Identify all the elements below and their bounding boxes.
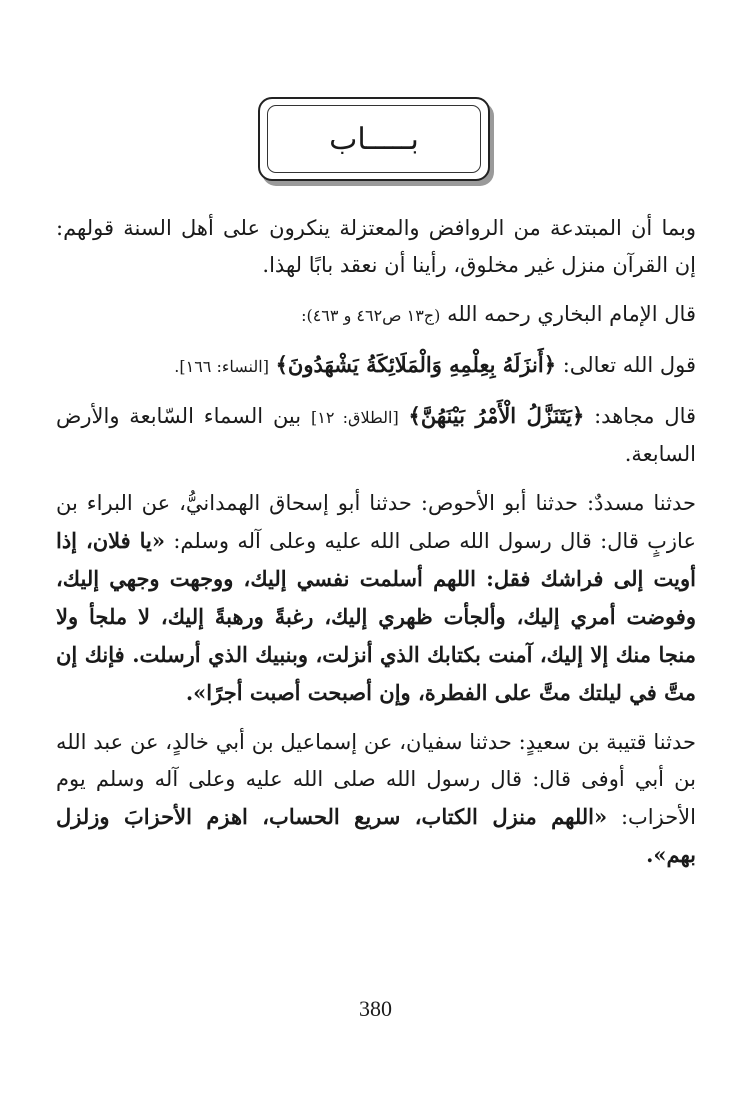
page-number: 380 <box>359 996 392 1021</box>
verse1-paragraph <box>56 346 696 385</box>
hadith2-isnad: حدثنا قتيبة بن سعيدٍ: حدثنا سفيان، عن إسماعيل بن أبي خالدٍ، عن عبد الله بن أبي أوفى قال: قال رسول الله صلى الله عليه وعلى آله وسلم يوم الأحزاب: <box>56 730 696 829</box>
verse1-ayah: ﴿أَنزَلَهُ بِعِلْمِهِ وَالْمَلَائِكَةُ يَشْهَدُونَ﴾ <box>275 352 557 377</box>
chapter-heading-inner <box>267 105 481 173</box>
bukhari-intro: قال الإمام البخاري رحمه الله <box>447 302 696 326</box>
hadith2-matn: «اللهم منزل الكتاب، سريع الحساب، اهزم الأحزابَ وزلزل بهم». <box>56 804 696 867</box>
bukhari-reference: (ج١٣ ص٤٦٢ و ٤٦٣): <box>301 306 441 325</box>
verse1-lead: قول الله تعالى: <box>562 353 696 377</box>
chapter-title: بـــــاب <box>329 121 419 157</box>
hadith1-paragraph <box>56 485 696 712</box>
mujahid-tail: بين السماء السّابعة والأرض السابعة. <box>56 404 696 466</box>
mujahid-ayah: ﴿يَتَنَزَّلُ الْأَمْرُ بَيْنَهُنَّ﴾ <box>408 403 585 428</box>
intro-text: وبما أن المبتدعة من الروافض والمعتزلة ينكرون على أهل السنة قولهم: إن القرآن منزل غير مخلوق، رأينا أن نعقد بابًا لهذا. <box>56 216 696 277</box>
intro-paragraph <box>56 210 696 284</box>
mujahid-reference: [الطلاق: ١٢] <box>310 408 399 427</box>
hadith1-matn: «يا فلان، إذا أويت إلى فراشك فقل: اللهم أسلمت نفسي إليك، ووجهت وجهي إليك، وفوضت أمري إليك، وألجأت ظهري إليك، رغبةً ورهبةً إليك، لا ملجأ ولا منجا منك إلا إليك، آمنت بكتابك الذي أنزلت، وبنبيك الذي أرسلت. فإنك إن متَّ في ليلتك متَّ على الفطرة، وإن أصبحت أصبت أجرًا». <box>56 528 696 705</box>
chapter-heading-frame <box>258 97 490 181</box>
hadith2-paragraph <box>56 724 696 874</box>
page-body <box>56 210 696 874</box>
hadith1-isnad: حدثنا مسددٌ: حدثنا أبو الأحوص: حدثنا أبو إسحاق الهمدانيُّ، عن البراء بن عازبٍ قال: قال رسول الله صلى الله عليه وعلى آله وسلم: <box>56 491 696 553</box>
bukhari-paragraph <box>56 296 696 334</box>
verse1-reference: [النساء: ١٦٦]. <box>174 357 269 376</box>
mujahid-paragraph <box>56 397 696 473</box>
mujahid-lead: قال مجاهد: <box>594 404 697 428</box>
